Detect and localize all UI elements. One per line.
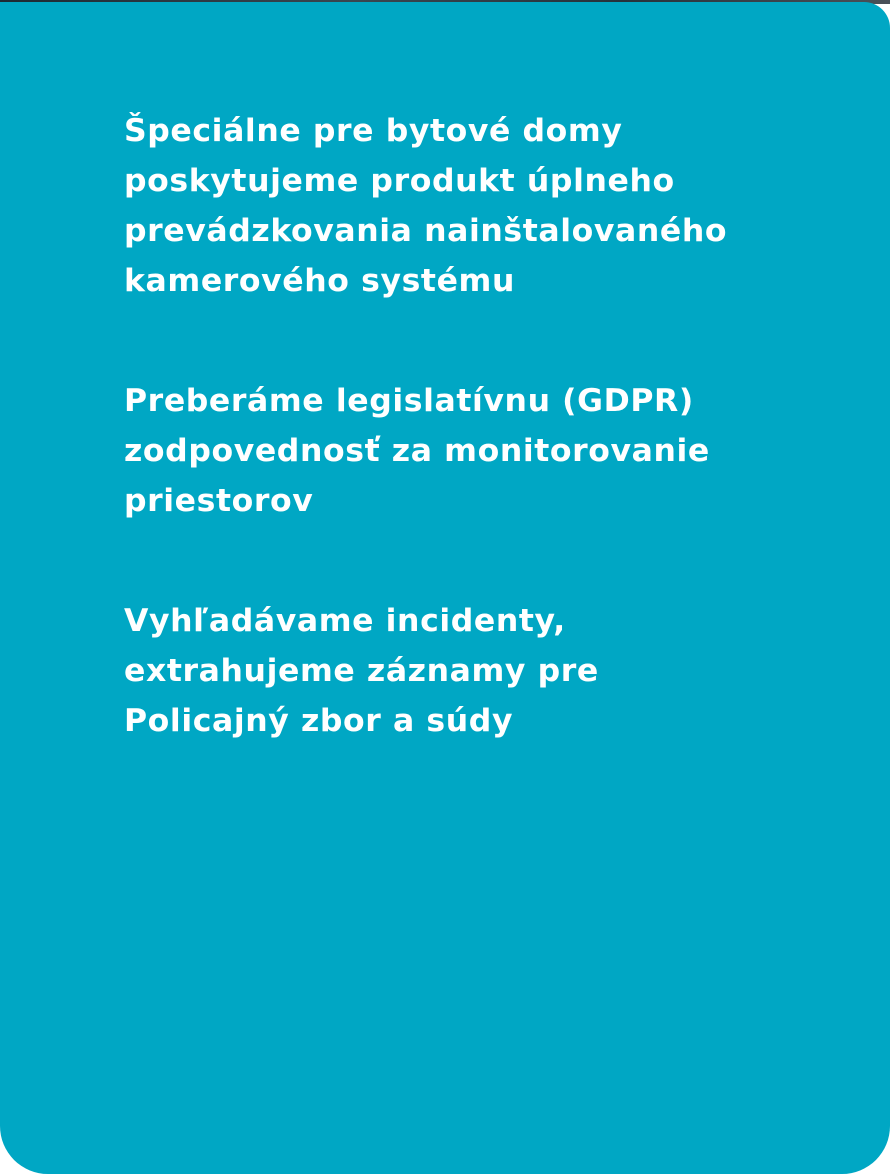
paragraph-incident-search <box>124 596 824 746</box>
paragraph-line: kamerového systému <box>124 263 515 299</box>
paragraph-line: Policajný zbor a súdy <box>124 703 514 739</box>
paragraph-line: Špeciálne pre bytové domy <box>124 113 623 149</box>
service-info-card <box>0 2 890 1174</box>
paragraph-line: Preberáme legislatívnu (GDPR) <box>124 383 694 419</box>
card-content <box>124 106 824 816</box>
paragraph-line: prevádzkovania nainštalovaného <box>124 213 728 249</box>
paragraph-line: Vyhľadávame incidenty, <box>124 603 566 639</box>
paragraph-line: priestorov <box>124 483 314 519</box>
paragraph-line: extrahujeme záznamy pre <box>124 653 599 689</box>
paragraph-line: poskytujeme produkt úplneho <box>124 163 675 199</box>
paragraph-line: zodpovednosť za monitorovanie <box>124 433 710 469</box>
paragraph-apartment-buildings <box>124 106 824 306</box>
paragraph-gdpr-responsibility <box>124 376 824 526</box>
